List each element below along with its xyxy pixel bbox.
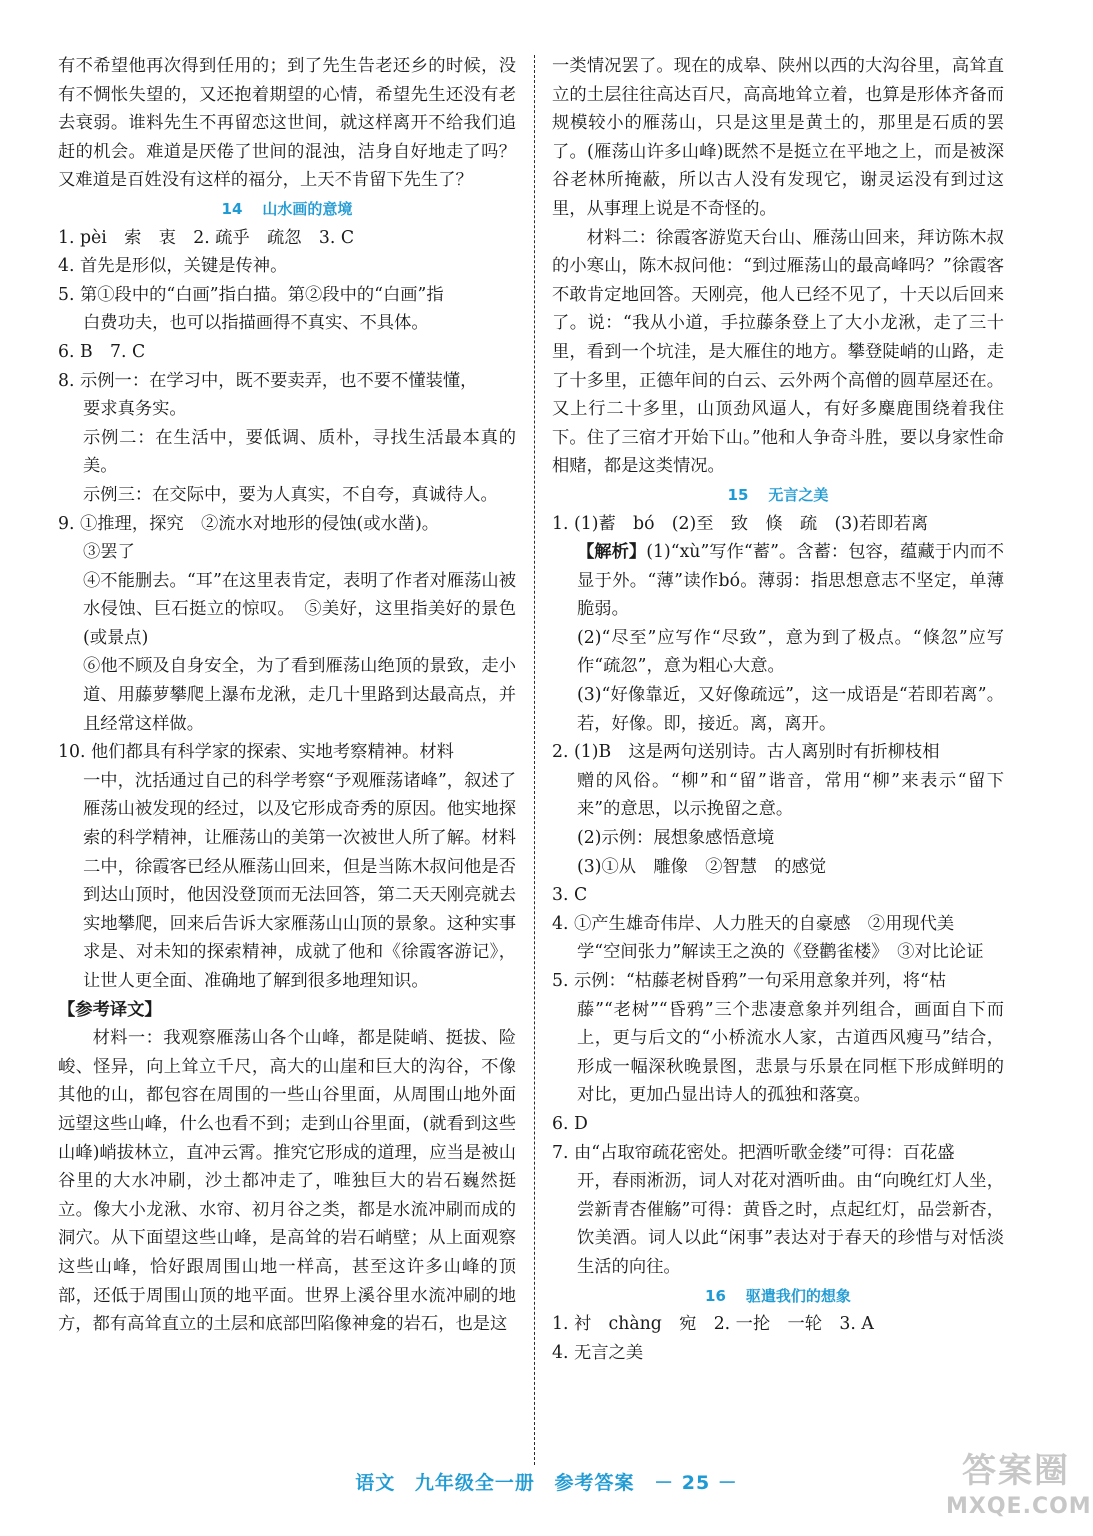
analysis-label: 【解析】 bbox=[577, 542, 647, 563]
answer-continuation: 学“空间张力”解读王之涣的《登鹳雀楼》 ③对比论证 bbox=[577, 942, 984, 963]
answer-line: 1. 衬 chàng 宛 2. 一抡 一轮 3. A bbox=[552, 1314, 874, 1335]
translation-paragraph: 材料二：徐霞客游览天台山、雁荡山回来，拜访陈木叔的小寒山，陈木叔问他：“到过雁荡山的最高峰吗？”徐霞客不敢肯定地回答。天刚亮，他人已经不见了，十天以后回来了。说：“我从小道，手拉藤条登上了大小龙湫，走了三十里，看到一个坑洼，是大雁住的地方。攀登陡峭的山路，走了十多里，正德年间的白云、云外两个高僧的圆草屋还在。又上行二十多里，山顶劲风逼人，有好多麋鹿围绕着我住下。住了三宿才开始下山。”他和人争奇斗胜，要以身家性命相赌，都是这类情况。 bbox=[552, 227, 1004, 477]
section-heading bbox=[552, 481, 1004, 510]
answer-continuation: (2)示例：展想象感悟意境 bbox=[577, 828, 775, 849]
answer-continuation: 一中，沈括通过自己的科学考察“予观雁荡诸峰”，叙述了雁荡山被发现的经过，以及它形成奇秀的原因。他实地探索的科学精神，让雁荡山的美第一次被世人所了解。材料二中，徐霞客已经从雁荡山回来，但是当陈木叔问他是否到达山顶时，他因没登顶而无法回答，第二天天刚亮就去实地攀爬，回来后告诉大家雁荡山山顶的景象。这种实事求是、对未知的探索精神，成就了他和《徐霞客游记》，让世人更全面、准确地了解到很多地理知识。 bbox=[83, 770, 516, 991]
answer-line: 1. pèi 索 衷 2. 疏乎 疏忽 3. C bbox=[58, 227, 355, 248]
answer-continuation: ⑥他不顾及自身安全，为了看到雁荡山绝顶的景致，走小道、用藤萝攀爬上瀑布龙湫，走几十里路到达最高点，并且经常这样做。 bbox=[83, 656, 516, 734]
footer-page-number: － 25 － bbox=[654, 1472, 738, 1494]
answer-line: 6. B 7. C bbox=[58, 341, 146, 362]
answer-line: 7. 由“占取帘疏花密处。把酒听歌金缕”可得：百花盛 bbox=[552, 1142, 955, 1163]
section-title: 驱遣我们的想象 bbox=[745, 1286, 851, 1305]
watermark-url: MXQE.COM bbox=[946, 1494, 1092, 1519]
answer-continuation: (3)①从 雕像 ②智慧 的感觉 bbox=[577, 856, 827, 877]
answer-line: 4. 无言之美 bbox=[552, 1342, 644, 1363]
section-title: 无言之美 bbox=[768, 485, 829, 504]
answer-line: 8. 示例一：在学习中，既不要卖弄，也不要不懂装懂， bbox=[58, 370, 478, 391]
footer-section: 参考答案 bbox=[554, 1472, 635, 1494]
footer-subject: 语文 bbox=[355, 1472, 396, 1494]
answer-line: 4. ①产生雄奇伟岸、人力胜天的自豪感 ②用现代美 bbox=[552, 913, 955, 934]
translation-paragraph: 材料一：我观察雁荡山各个山峰，都是陡峭、挺拔、险峻、怪异，向上耸立千尺，高大的山崖和巨大的沟谷，不像其他的山，都包容在周围的一些山谷里面，从周围山地外面远望这些山峰，什么也看不到；走到山谷里面，(就看到这些山峰)峭拔林立，直冲云霄。推究它形成的道理，应当是被山谷里的大水冲刷，沙土都冲走了，唯独巨大的岩石巍然挺立。像大小龙湫、水帘、初月谷之类，都是水流冲刷而成的洞穴。从下面望这些山峰，是高耸的岩石峭壁；从上面观察这些山峰，恰好跟周围山地一样高，甚至这许多山峰的顶部，还低于周围山顶的地平面。世界上溪谷里水流冲刷的地方，都有高耸直立的土层和底部凹陷像神龛的岩石，也是这 bbox=[58, 1028, 516, 1335]
answer-line: 有不希望他再次得到任用的；到了先生告老还乡的时候，没有不惆怅失望的，又还抱着期望的心情，希望先生还没有老去衰弱。谁料先生不再留恋这世间，就这样离开不给我们追赶的机会。难道是厌倦了世间的混浊，洁身自好地走了吗？又难道是百姓没有这样的福分，上天不肯留下先生了？ bbox=[58, 56, 516, 191]
analysis-paragraph bbox=[552, 538, 1004, 624]
answer-line: 一类情况罢了。现在的成皋、陕州以西的大沟谷里，高耸直立的土层往往高达百尺，高高地耸立着，也算是形体齐备而规模较小的雁荡山，只是这里是黄土的，那里是石质的罢了。(雁荡山许多山峰)既然不是挺立在平地之上，而是被深谷老林所掩蔽，所以古人没有发现它，谢灵运没有到过这里，从事理上说是不奇怪的。 bbox=[552, 56, 1004, 219]
right-column bbox=[552, 52, 1004, 1367]
section-heading bbox=[58, 195, 516, 224]
answer-continuation: 白费功夫，也可以指描画得不真实、不具体。 bbox=[83, 313, 429, 334]
answer-line: 10. 他们都具有科学家的探索、实地考察精神。材料 bbox=[58, 742, 454, 763]
answer-continuation: 示例三：在交际中，要为人真实，不自夸，真诚待人。 bbox=[83, 484, 498, 505]
answer-continuation: (2)“尽至”应写作“尽致”，意为到了极点。“倏忽”应写作“疏忽”，意为粗心大意。 bbox=[577, 627, 1004, 677]
answer-line: 6. D bbox=[552, 1113, 588, 1134]
section-number: 14 bbox=[221, 199, 243, 218]
page-footer bbox=[0, 1468, 1093, 1495]
left-column bbox=[58, 52, 516, 1339]
watermark-logo bbox=[946, 1448, 1092, 1532]
answer-line: 3. C bbox=[552, 885, 588, 906]
answer-line: 5. 第①段中的“白画”指白描。第②段中的“白画”指 bbox=[58, 284, 444, 305]
answer-line: 9. ①推理，探究 ②流水对地形的侵蚀(或水凿)。 bbox=[58, 513, 440, 534]
footer-grade: 九年级全一册 bbox=[414, 1472, 535, 1494]
section-number: 16 bbox=[705, 1286, 726, 1305]
answer-line: 2. (1)B 这是两句送别诗。古人离别时有折柳枝相 bbox=[552, 742, 940, 763]
section-heading bbox=[552, 1282, 1004, 1311]
section-title: 山水画的意境 bbox=[262, 199, 353, 218]
answer-line: 4. 首先是形似，关键是传神。 bbox=[58, 256, 288, 277]
answer-line: 5. 示例：“枯藤老树昏鸦”一句采用意象并列，将“枯 bbox=[552, 971, 947, 991]
answer-continuation: ③罢了 bbox=[83, 542, 135, 563]
answer-continuation: 藤”“老树”“昏鸦”三个悲凄意象并列组合，画面自下而上，更与后文的“小桥流水人家，古道西风瘦马”结合，形成一幅深秋晚景图，悲景与乐景在同框下形成鲜明的对比，更加凸显出诗人的孤独和落寞。 bbox=[577, 999, 1004, 1106]
reference-translation-label: 【参考译文】 bbox=[58, 999, 162, 1020]
answer-continuation: (3)“好像靠近，又好像疏远”，这一成语是“若即若离”。若，好像。即，接近。离，离开。 bbox=[577, 685, 1004, 734]
answer-continuation: ④不能删去。“耳”在这里表肯定，表明了作者对雁荡山被水侵蚀、巨石挺立的惊叹。 ⑤美好，这里指美好的景色(或景点) bbox=[83, 570, 516, 648]
column-divider bbox=[534, 55, 535, 1465]
answer-continuation: 示例二：在生活中，要低调、质朴，寻找生活最本真的美。 bbox=[83, 427, 516, 477]
answer-line: 1. (1)蓄 bó (2)至 致 倏 疏 (3)若即若离 bbox=[552, 513, 929, 534]
answer-continuation: 要求真务实。 bbox=[83, 399, 187, 420]
analysis-text: (1)“xù”写作“蓄”。含蓄：包容，蕴藏于内而不显于外。“薄”读作bó。薄弱：指思想意志不坚定，单薄脆弱。 bbox=[577, 542, 1004, 620]
answer-continuation: 赠的风俗。“柳”和“留”谐音，常用“柳”来表示“留下来”的意思，以示挽留之意。 bbox=[577, 770, 1004, 820]
watermark-title: 答案圈 bbox=[962, 1451, 1070, 1491]
answer-continuation: 开，春雨淅沥，词人对花对酒听曲。由“向晚红灯人坐，尝新青杏催觞”可得：黄昏之时，点起红灯，品尝新杏，饮美酒。词人以此“闲事”表达对于春天的珍惜与对恬淡生活的向往。 bbox=[577, 1171, 1004, 1277]
section-number: 15 bbox=[727, 485, 749, 504]
